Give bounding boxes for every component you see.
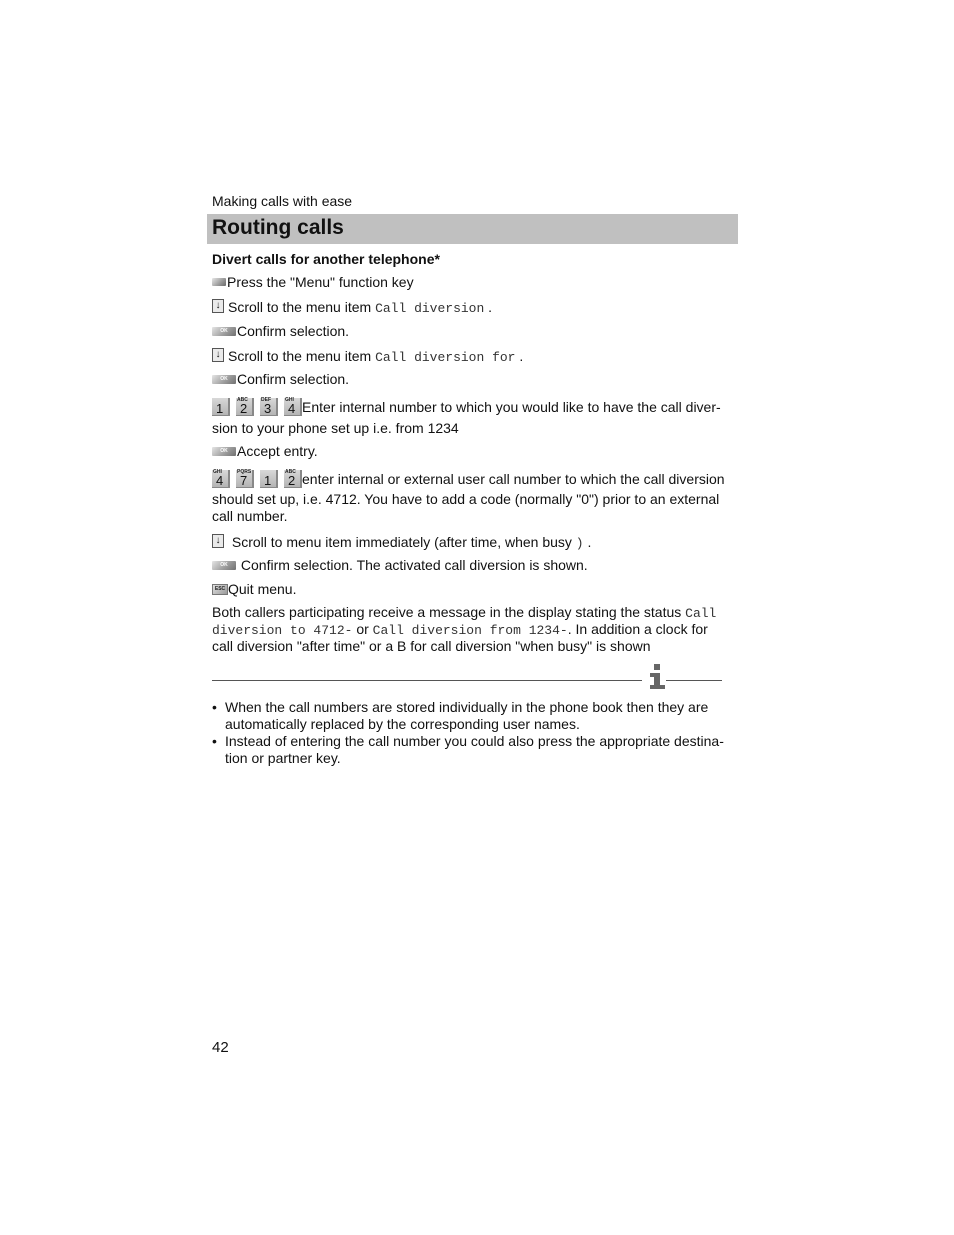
- keypad-4-icon: GHI 4: [284, 398, 302, 416]
- step-enter-target-number-cont2: call number.: [212, 508, 288, 524]
- status-paragraph-line1: Both callers participating receive a message in the display stating the status Call: [212, 604, 717, 621]
- ok-key-icon: OK: [212, 327, 236, 336]
- page-title: Routing calls: [212, 216, 344, 239]
- step-confirm-activated: OK Confirm selection. The activated call diversion is shown.: [212, 557, 737, 574]
- status-paragraph-line3: call diversion "after time" or a B for call diversion "when busy" is shown: [212, 638, 651, 654]
- step-enter-target-number-cont: should set up, i.e. 4712. You have to add a code (normally "0") prior to an external: [212, 491, 720, 507]
- keypad-4-icon: GHI 4: [212, 470, 230, 488]
- arrow-down-icon: ↓: [212, 348, 224, 362]
- step-enter-internal-number: 1 ABC 2 DEF 3 GHI 4 Enter internal number to which you would like to have the call diver-: [212, 398, 737, 416]
- info-divider-left: [212, 680, 642, 681]
- ok-key-icon: OK: [212, 447, 236, 456]
- step-quit-menu: ESC Quit menu.: [212, 581, 737, 598]
- subheading: Divert calls for another telephone*: [212, 251, 440, 267]
- status-paragraph-line2: diversion to 4712- or Call diversion from 1234-. In addition a clock for: [212, 621, 708, 638]
- running-head: Making calls with ease: [212, 193, 353, 209]
- step-menu-key: Press the "Menu" function key: [212, 274, 737, 291]
- keypad-3-icon: DEF 3: [260, 398, 278, 416]
- info-bullet-list: [212, 699, 732, 767]
- step-scroll-call-diversion-for: ↓ Scroll to the menu item Call diversion for .: [212, 348, 737, 366]
- step-confirm-2: OK Confirm selection.: [212, 371, 737, 388]
- keypad-1-icon: 1: [212, 398, 230, 416]
- info-icon: [647, 663, 667, 691]
- esc-key-icon: ESC: [212, 584, 228, 595]
- page-number: 42: [212, 1039, 229, 1056]
- step-scroll-immediately: ↓ Scroll to menu item immediately (after time, when busy ) .: [212, 534, 737, 552]
- list-item: • Instead of entering the call number you could also press the appropriate destina- tion or partner key.: [212, 733, 724, 766]
- keypad-7-icon: PQRS 7: [236, 470, 254, 488]
- arrow-down-icon: ↓: [212, 299, 224, 313]
- step-scroll-call-diversion: ↓ Scroll to the menu item Call diversion .: [212, 299, 737, 317]
- keypad-2-icon: ABC 2: [284, 470, 302, 488]
- ok-key-icon: OK: [212, 375, 236, 384]
- keypad-2-icon: ABC 2: [236, 398, 254, 416]
- step-enter-target-number: GHI 4 PQRS 7 1 ABC 2 enter internal or external user call number to which the call diversion: [213, 469, 725, 488]
- function-key-icon: [212, 278, 226, 286]
- list-item: • When the call numbers are stored individually in the phone book then they are automatically replaced by the corresponding user names.: [212, 699, 709, 732]
- step-accept-entry: OK Accept entry.: [212, 443, 737, 460]
- title-bar: [207, 214, 738, 244]
- arrow-down-icon: ↓: [212, 534, 224, 548]
- step-confirm-1: OK Confirm selection.: [212, 323, 737, 340]
- step-enter-internal-number-cont: sion to your phone set up i.e. from 1234: [212, 420, 459, 436]
- ok-key-icon: OK: [212, 561, 236, 570]
- keypad-1-icon: 1: [260, 470, 278, 488]
- info-divider-right: [666, 680, 722, 681]
